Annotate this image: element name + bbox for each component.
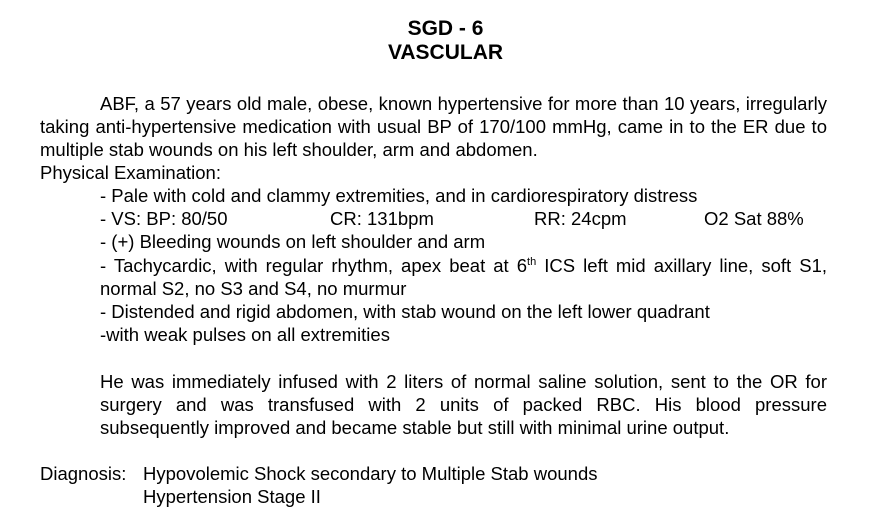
finding-cardiac (100, 254, 827, 300)
case-subtitle: VASCULAR (387, 41, 504, 64)
cardiac-superscript: th (527, 255, 537, 268)
finding-general: - Pale with cold and clammy extremities, and in cardiorespiratory distress (100, 185, 698, 206)
patient-history: ABF, a 57 years old male, obese, known hypertensive for more than 10 years, irregularly taking anti-hypertensive medication with usual BP of 170/100 mmHg, came in to the ER due to multiple stab wounds on his left shoulder, arm and abdomen. (40, 93, 827, 161)
physical-exam-label: Physical Examination: (40, 162, 221, 183)
finding-abdomen: - Distended and rigid abdomen, with stab wound on the left lower quadrant (100, 301, 710, 322)
vital-bp: - VS: BP: 80/50 (100, 208, 228, 229)
vital-o2: O2 Sat 88% (704, 208, 804, 229)
vital-rr: RR: 24cpm (534, 208, 627, 229)
finding-pulses: -with weak pulses on all extremities (100, 324, 390, 345)
diagnosis-secondary: Hypertension Stage II (143, 486, 321, 507)
finding-bleeding: - (+) Bleeding wounds on left shoulder and arm (100, 231, 486, 252)
case-title: SGD - 6 (407, 17, 484, 40)
diagnosis-primary: Hypovolemic Shock secondary to Multiple Stab wounds (143, 463, 598, 484)
hospital-course: He was immediately infused with 2 liters of normal saline solution, sent to the OR for surgery and was transfused with 2 units of packed RBC. His blood pressure subsequently improved and became stable but still with minimal urine output. (100, 371, 827, 439)
cardiac-text-post: ICS left mid axillary line, soft S1, normal S2, no S3 and S4, no murmur (100, 255, 827, 300)
diagnosis-label: Diagnosis: (40, 463, 127, 484)
vital-cr: CR: 131bpm (330, 208, 434, 229)
cardiac-text-pre: - Tachycardic, with regular rhythm, apex beat at 6 (100, 255, 528, 276)
